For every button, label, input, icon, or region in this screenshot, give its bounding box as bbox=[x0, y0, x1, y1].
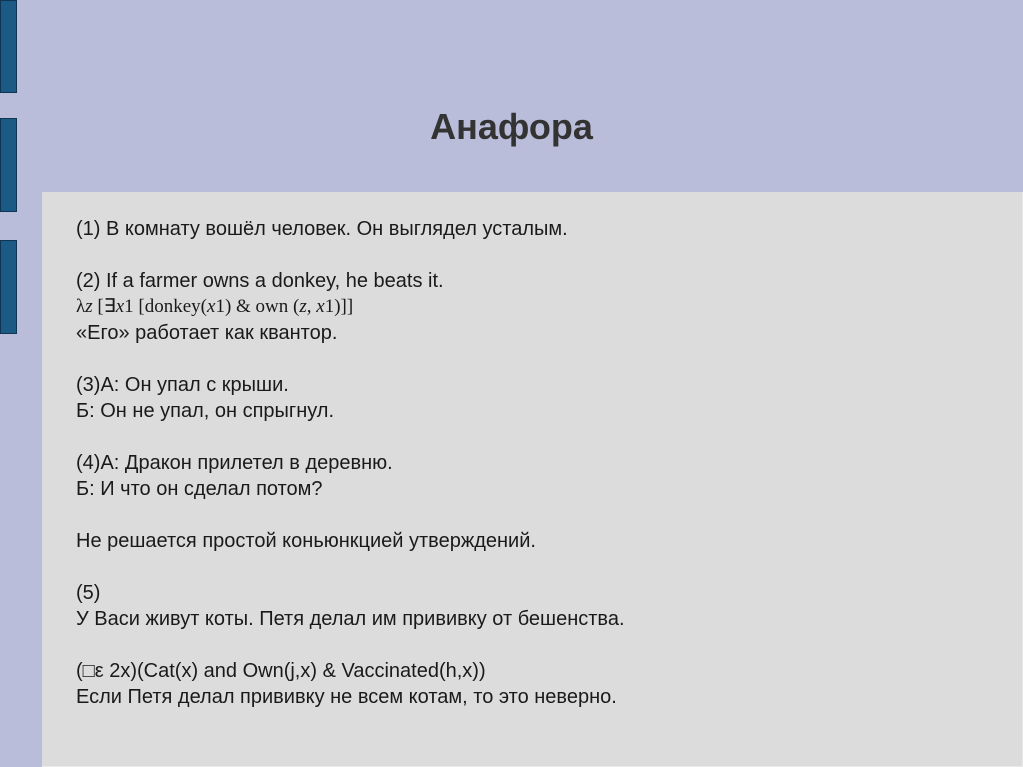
spacer bbox=[76, 632, 1006, 658]
var-x: x bbox=[115, 296, 125, 317]
formula-part: , bbox=[306, 296, 317, 317]
formula-part: 1)]] bbox=[324, 296, 354, 317]
spacer bbox=[76, 346, 1006, 372]
decorative-side-bar-top bbox=[0, 0, 17, 93]
spacer bbox=[76, 502, 1006, 528]
example-2: (2) If a farmer owns a donkey, he beats it. bbox=[76, 270, 444, 292]
example-1: (1) В комнату вошёл человек. Он выглядел усталым. bbox=[76, 218, 568, 240]
lambda-formula bbox=[76, 294, 1006, 320]
spacer bbox=[76, 424, 1006, 450]
conjunction-note: Не решается простой коньюнкцией утверждений. bbox=[76, 530, 536, 552]
example-4-b: Б: И что он сделал потом? bbox=[76, 478, 323, 500]
example-5-label: (5) bbox=[76, 582, 101, 604]
spacer bbox=[76, 554, 1006, 580]
lambda-symbol: λ bbox=[76, 296, 86, 317]
example-5-text: У Васи живут коты. Петя делал им прививку от бешенства. bbox=[76, 608, 625, 630]
example-3-b: Б: Он не упал, он спрыгнул. bbox=[76, 400, 335, 422]
formula-part: 1) & own ( bbox=[215, 296, 300, 317]
example-3-a: (3)А: Он упал с крыши. bbox=[76, 374, 289, 396]
formula-part: 1 [donkey( bbox=[124, 296, 207, 317]
var-z: z bbox=[85, 296, 93, 317]
var-z: z bbox=[299, 296, 307, 317]
var-x: x bbox=[316, 296, 325, 317]
example-4-a: (4)А: Дракон прилетел в деревню. bbox=[76, 452, 393, 474]
example-5-note: Если Петя делал прививку не всем котам, то это неверно. bbox=[76, 686, 617, 708]
decorative-side-bar-bottom bbox=[0, 240, 17, 334]
formula-part: [∃ bbox=[92, 296, 116, 317]
example-5-formula: (□ε 2x)(Cat(x) and Own(j,x) & Vaccinated(h,x)) bbox=[76, 660, 486, 682]
slide-title: Анафора bbox=[430, 106, 593, 147]
var-x: x bbox=[207, 296, 216, 317]
spacer bbox=[76, 242, 1006, 268]
slide-body bbox=[76, 216, 1006, 710]
example-2-note: «Его» работает как квантор. bbox=[76, 322, 338, 344]
